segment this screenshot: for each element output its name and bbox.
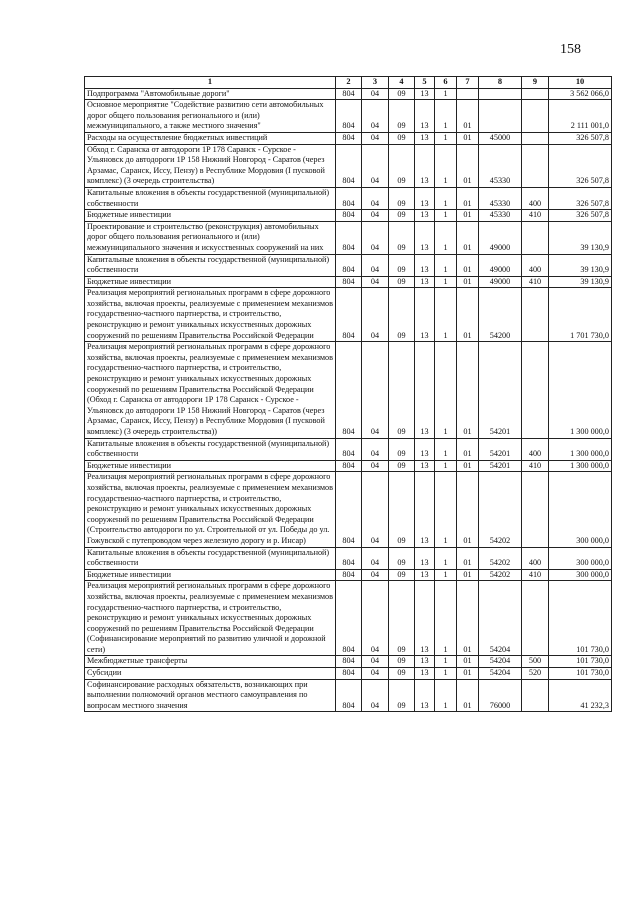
code-cell: 45330 [479,210,522,222]
amount-cell: 1 300 000,0 [549,438,612,460]
code-cell: 09 [389,132,415,144]
code-cell: 804 [336,656,362,668]
code-cell: 01 [457,569,479,581]
code-cell: 45000 [479,132,522,144]
code-cell: 04 [362,460,389,472]
code-cell: 04 [362,88,389,100]
code-cell: 54202 [479,472,522,547]
row-name-cell: Субсидии [85,668,336,680]
code-cell: 01 [457,656,479,668]
table-row [85,668,612,680]
code-cell: 09 [389,581,415,656]
code-cell: 04 [362,276,389,288]
header-cell: 1 [85,77,336,89]
code-cell: 1 [435,88,457,100]
amount-cell: 300 000,0 [549,472,612,547]
code-cell: 54204 [479,581,522,656]
code-cell: 13 [415,679,435,712]
amount-cell: 1 300 000,0 [549,460,612,472]
code-cell: 01 [457,342,479,438]
code-cell: 09 [389,288,415,342]
row-name-cell: Капитальные вложения в объекты государственной (муниципальной) собственности [85,187,336,209]
code-cell: 1 [435,547,457,569]
row-name-cell: Реализация мероприятий региональных программ в сфере дорожного хозяйства, включая проекты, реализуемые с применением механизмов государственно-частного партнерства, и строительство, реконструкцию и ремонт уникальных искусственных дорожных сооружений по решениям Правительства Российской Федерации (Обход г. Саранска от автодороги 1Р 178 Саранск - Сурское - Ульяновск до автодороги 1Р 158 Нижний Новгород - Саратов (через Арзамас, Саранск, Исcу, Пензу) в Республике Мордовия (I пусковой комплекс) (3 очередь строительства)) [85,342,336,438]
code-cell: 13 [415,342,435,438]
code-cell: 04 [362,221,389,254]
code-cell: 09 [389,221,415,254]
code-cell: 54204 [479,656,522,668]
row-name-cell: Бюджетные инвестиции [85,460,336,472]
code-cell [522,132,549,144]
code-cell [522,288,549,342]
amount-cell: 41 232,3 [549,679,612,712]
code-cell [522,679,549,712]
code-cell: 04 [362,547,389,569]
code-cell: 400 [522,547,549,569]
row-name-cell: Софинансирование расходных обязательств, возникающих при выполнении полномочий органов местного самоуправления по вопросам местного значения [85,679,336,712]
code-cell: 400 [522,254,549,276]
code-cell: 54204 [479,668,522,680]
header-cell: 4 [389,77,415,89]
code-cell: 1 [435,569,457,581]
code-cell: 09 [389,210,415,222]
table-row [85,547,612,569]
amount-cell: 1 701 730,0 [549,288,612,342]
code-cell: 1 [435,144,457,187]
code-cell: 04 [362,187,389,209]
code-cell: 804 [336,581,362,656]
code-cell: 01 [457,668,479,680]
code-cell: 09 [389,547,415,569]
code-cell: 49000 [479,254,522,276]
amount-cell: 101 730,0 [549,668,612,680]
code-cell: 804 [336,276,362,288]
code-cell: 804 [336,547,362,569]
amount-cell: 101 730,0 [549,581,612,656]
code-cell: 45330 [479,187,522,209]
code-cell: 13 [415,288,435,342]
code-cell: 49000 [479,276,522,288]
code-cell: 804 [336,100,362,133]
header-cell: 3 [362,77,389,89]
code-cell: 01 [457,460,479,472]
code-cell: 09 [389,438,415,460]
header-cell: 7 [457,77,479,89]
code-cell: 13 [415,254,435,276]
code-cell: 09 [389,88,415,100]
code-cell [457,88,479,100]
code-cell: 13 [415,88,435,100]
code-cell: 410 [522,276,549,288]
amount-cell: 300 000,0 [549,547,612,569]
code-cell: 09 [389,656,415,668]
code-cell: 09 [389,254,415,276]
code-cell: 54202 [479,547,522,569]
code-cell: 01 [457,100,479,133]
table-row [85,144,612,187]
code-cell: 1 [435,100,457,133]
code-cell: 1 [435,221,457,254]
row-name-cell: Капитальные вложения в объекты государственной (муниципальной) собственности [85,547,336,569]
row-name-cell: Реализация мероприятий региональных программ в сфере дорожного хозяйства, включая проекты, реализуемые с применением механизмов государственно-частного партнерства, и строительство, реконструкцию и ремонт уникальных искусственных дорожных сооружений по решениям Правительства Российской Федерации (Строительство автодороги по ул. Строительной от ул. Победы до ул. Гожувской с путепроводом через железную дорогу и р. Инсар) [85,472,336,547]
code-cell: 1 [435,460,457,472]
table-row [85,438,612,460]
code-cell: 04 [362,656,389,668]
header-cell: 10 [549,77,612,89]
amount-cell: 326 507,8 [549,144,612,187]
table-row [85,460,612,472]
code-cell: 1 [435,581,457,656]
code-cell: 804 [336,88,362,100]
code-cell: 13 [415,569,435,581]
code-cell: 04 [362,132,389,144]
table-row [85,254,612,276]
table-row [85,656,612,668]
code-cell: 04 [362,210,389,222]
code-cell: 09 [389,679,415,712]
code-cell [522,221,549,254]
amount-cell: 101 730,0 [549,656,612,668]
code-cell: 804 [336,221,362,254]
code-cell [479,100,522,133]
code-cell: 04 [362,288,389,342]
row-name-cell: Реализация мероприятий региональных программ в сфере дорожного хозяйства, включая проекты, реализуемые с применением механизмов государственно-частного партнерства, и строительство, реконструкцию и ремонт уникальных искусственных дорожных сооружений по решениям Правительства Российской Федерации (Софинансирование мероприятий по развитию уличной и дорожной сети) [85,581,336,656]
table-row [85,472,612,547]
code-cell: 1 [435,276,457,288]
code-cell: 804 [336,460,362,472]
row-name-cell: Расходы на осуществление бюджетных инвестиций [85,132,336,144]
code-cell: 54201 [479,438,522,460]
table-header [85,77,612,89]
code-cell: 09 [389,668,415,680]
code-cell: 09 [389,342,415,438]
code-cell: 13 [415,460,435,472]
code-cell: 54201 [479,460,522,472]
code-cell: 01 [457,187,479,209]
table-row [85,221,612,254]
code-cell: 13 [415,547,435,569]
table-row [85,100,612,133]
code-cell: 04 [362,438,389,460]
code-cell: 1 [435,342,457,438]
table-row [85,569,612,581]
code-cell: 04 [362,581,389,656]
code-cell: 54200 [479,288,522,342]
code-cell: 13 [415,581,435,656]
code-cell: 1 [435,288,457,342]
code-cell: 01 [457,276,479,288]
amount-cell: 2 111 001,0 [549,100,612,133]
code-cell [522,88,549,100]
code-cell: 1 [435,132,457,144]
code-cell: 13 [415,668,435,680]
code-cell: 54201 [479,342,522,438]
code-cell: 804 [336,254,362,276]
code-cell: 804 [336,132,362,144]
code-cell: 01 [457,547,479,569]
amount-cell: 300 000,0 [549,569,612,581]
amount-cell: 1 300 000,0 [549,342,612,438]
code-cell: 01 [457,581,479,656]
code-cell: 13 [415,472,435,547]
code-cell: 410 [522,460,549,472]
code-cell: 01 [457,288,479,342]
code-cell: 01 [457,679,479,712]
code-cell: 09 [389,460,415,472]
amount-cell: 39 130,9 [549,276,612,288]
table-row [85,342,612,438]
row-name-cell: Бюджетные инвестиции [85,276,336,288]
code-cell [522,472,549,547]
code-cell: 01 [457,221,479,254]
code-cell: 410 [522,569,549,581]
code-cell: 1 [435,438,457,460]
code-cell: 04 [362,342,389,438]
code-cell: 804 [336,679,362,712]
row-name-cell: Бюджетные инвестиции [85,210,336,222]
code-cell: 13 [415,144,435,187]
code-cell: 09 [389,144,415,187]
code-cell: 1 [435,472,457,547]
row-name-cell: Реализация мероприятий региональных программ в сфере дорожного хозяйства, включая проекты, реализуемые с применением механизмов государственно-частного партнерства, и строительство, реконструкцию и ремонт уникальных искусственных дорожных сооружений по решениям Правительства Российской Федерации [85,288,336,342]
code-cell: 1 [435,668,457,680]
header-cell: 5 [415,77,435,89]
code-cell: 804 [336,472,362,547]
code-cell: 04 [362,679,389,712]
code-cell: 13 [415,276,435,288]
code-cell: 1 [435,254,457,276]
row-name-cell: Капитальные вложения в объекты государственной (муниципальной) собственности [85,254,336,276]
code-cell: 54202 [479,569,522,581]
code-cell: 13 [415,210,435,222]
code-cell: 76000 [479,679,522,712]
code-cell: 410 [522,210,549,222]
row-name-cell: Бюджетные инвестиции [85,569,336,581]
code-cell: 04 [362,100,389,133]
code-cell: 04 [362,472,389,547]
code-cell [522,342,549,438]
code-cell: 400 [522,187,549,209]
table-row [85,88,612,100]
code-cell: 1 [435,210,457,222]
row-name-cell: Основное мероприятие "Содействие развитию сети автомобильных дорог общего пользования регионального и (или) межмуниципального, а также местного значения" [85,100,336,133]
code-cell: 520 [522,668,549,680]
code-cell: 804 [336,288,362,342]
table-row [85,210,612,222]
header-cell: 6 [435,77,457,89]
code-cell: 04 [362,668,389,680]
amount-cell: 326 507,8 [549,210,612,222]
code-cell: 804 [336,438,362,460]
code-cell [522,581,549,656]
header-cell: 9 [522,77,549,89]
budget-table [84,76,612,712]
code-cell: 400 [522,438,549,460]
amount-cell: 3 562 066,0 [549,88,612,100]
row-name-cell: Проектирование и строительство (реконструкция) автомобильных дорог общего пользования регионального и (или) межмуниципального значения и искусственных сооружений на них [85,221,336,254]
code-cell: 04 [362,569,389,581]
amount-cell: 326 507,8 [549,132,612,144]
code-cell: 500 [522,656,549,668]
code-cell: 13 [415,187,435,209]
code-cell: 01 [457,472,479,547]
table-row [85,276,612,288]
code-cell: 09 [389,100,415,133]
table-row [85,288,612,342]
code-cell [522,100,549,133]
table-row [85,132,612,144]
code-cell: 13 [415,656,435,668]
row-name-cell: Обход г. Саранска от автодороги 1Р 178 Саранск - Сурское - Ульяновск до автодороги 1Р 158 Нижний Новгород - Саратов (через Арзамас, Саранск, Исcу, Пензу) в Республике Мордовия (I пусковой комплекс) (3 очередь строительства) [85,144,336,187]
amount-cell: 39 130,9 [549,221,612,254]
row-name-cell: Капитальные вложения в объекты государственной (муниципальной) собственности [85,438,336,460]
page-number: 158 [560,42,581,57]
code-cell: 09 [389,569,415,581]
code-cell: 1 [435,187,457,209]
code-cell: 45330 [479,144,522,187]
code-cell: 804 [336,569,362,581]
table-row [85,581,612,656]
code-cell: 804 [336,668,362,680]
row-name-cell: Межбюджетные трансферты [85,656,336,668]
code-cell: 13 [415,221,435,254]
code-cell: 04 [362,254,389,276]
header-cell: 2 [336,77,362,89]
code-cell: 01 [457,254,479,276]
code-cell: 804 [336,342,362,438]
header-row [85,77,612,89]
table-row [85,187,612,209]
row-name-cell: Подпрограмма "Автомобильные дороги" [85,88,336,100]
code-cell [479,88,522,100]
code-cell: 1 [435,679,457,712]
code-cell: 09 [389,472,415,547]
code-cell [522,144,549,187]
code-cell: 49000 [479,221,522,254]
table-body [85,88,612,712]
code-cell: 804 [336,144,362,187]
code-cell: 13 [415,100,435,133]
code-cell: 13 [415,132,435,144]
code-cell: 01 [457,438,479,460]
amount-cell: 326 507,8 [549,187,612,209]
code-cell: 09 [389,187,415,209]
amount-cell: 39 130,9 [549,254,612,276]
code-cell: 01 [457,144,479,187]
code-cell: 01 [457,132,479,144]
table-row [85,679,612,712]
code-cell: 804 [336,187,362,209]
code-cell: 1 [435,656,457,668]
code-cell: 804 [336,210,362,222]
code-cell: 13 [415,438,435,460]
code-cell: 04 [362,144,389,187]
code-cell: 01 [457,210,479,222]
code-cell: 09 [389,276,415,288]
header-cell: 8 [479,77,522,89]
